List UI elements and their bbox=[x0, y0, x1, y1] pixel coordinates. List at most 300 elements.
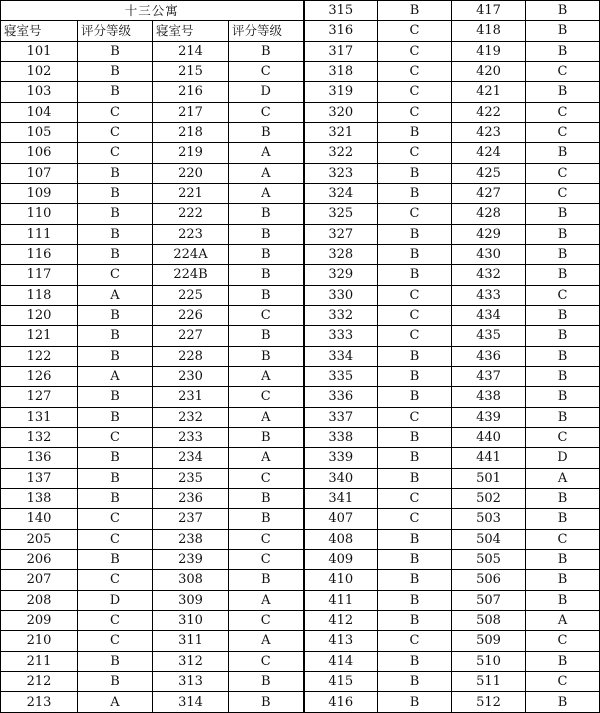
room-number-cell: 423 bbox=[452, 122, 526, 142]
room-number-cell: 422 bbox=[452, 102, 526, 122]
room-number-cell: 318 bbox=[304, 61, 378, 81]
rating-cell: B bbox=[78, 183, 153, 203]
room-number-cell: 433 bbox=[452, 285, 526, 305]
room-number-cell: 132 bbox=[1, 427, 78, 447]
rating-cell: B bbox=[378, 122, 452, 142]
rating-cell: C bbox=[229, 651, 304, 671]
room-number-cell: 437 bbox=[452, 366, 526, 386]
rating-cell: B bbox=[526, 549, 600, 569]
table-row bbox=[1, 305, 600, 325]
room-number-cell: 508 bbox=[452, 610, 526, 630]
rating-cell: B bbox=[78, 41, 153, 61]
rating-cell: C bbox=[526, 122, 600, 142]
room-number-cell: 333 bbox=[304, 326, 378, 346]
room-number-cell: 234 bbox=[153, 448, 229, 468]
rating-cell: B bbox=[526, 21, 600, 41]
room-number-cell: 325 bbox=[304, 204, 378, 224]
table-row bbox=[1, 407, 600, 427]
room-number-cell: 339 bbox=[304, 448, 378, 468]
table-row bbox=[1, 41, 600, 61]
header-room-number: 寝室号 bbox=[1, 21, 78, 41]
table-row bbox=[1, 590, 600, 610]
room-number-cell: 309 bbox=[153, 590, 229, 610]
rating-cell: B bbox=[378, 448, 452, 468]
rating-cell: D bbox=[78, 590, 153, 610]
room-number-cell: 440 bbox=[452, 427, 526, 447]
rating-cell: A bbox=[229, 163, 304, 183]
rating-cell: B bbox=[526, 366, 600, 386]
header-rating: 评分等级 bbox=[229, 21, 304, 41]
rating-cell: C bbox=[378, 407, 452, 427]
table-row bbox=[1, 529, 600, 549]
room-number-cell: 227 bbox=[153, 326, 229, 346]
rating-cell: B bbox=[78, 549, 153, 569]
rating-cell: B bbox=[378, 366, 452, 386]
rating-cell: B bbox=[526, 305, 600, 325]
rating-cell: B bbox=[378, 1, 452, 21]
rating-cell: B bbox=[78, 448, 153, 468]
table-row bbox=[1, 549, 600, 569]
room-number-cell: 417 bbox=[452, 1, 526, 21]
room-number-cell: 510 bbox=[452, 651, 526, 671]
table-row bbox=[1, 122, 600, 142]
room-number-cell: 206 bbox=[1, 549, 78, 569]
room-number-cell: 110 bbox=[1, 204, 78, 224]
room-number-cell: 209 bbox=[1, 610, 78, 630]
room-number-cell: 236 bbox=[153, 488, 229, 508]
header-row bbox=[1, 21, 600, 41]
table-row bbox=[1, 692, 600, 713]
table-row bbox=[1, 183, 600, 203]
table-row bbox=[1, 448, 600, 468]
room-number-cell: 321 bbox=[304, 122, 378, 142]
rating-cell: B bbox=[378, 427, 452, 447]
room-number-cell: 225 bbox=[153, 285, 229, 305]
rating-cell: B bbox=[526, 590, 600, 610]
rating-cell: B bbox=[378, 265, 452, 285]
room-number-cell: 210 bbox=[1, 631, 78, 651]
room-number-cell: 317 bbox=[304, 41, 378, 61]
rating-cell: C bbox=[378, 204, 452, 224]
room-number-cell: 408 bbox=[304, 529, 378, 549]
room-number-cell: 221 bbox=[153, 183, 229, 203]
room-number-cell: 505 bbox=[452, 549, 526, 569]
rating-cell: B bbox=[526, 346, 600, 366]
header-room-number: 寝室号 bbox=[153, 21, 229, 41]
rating-cell: D bbox=[526, 448, 600, 468]
room-number-cell: 138 bbox=[1, 488, 78, 508]
room-number-cell: 109 bbox=[1, 183, 78, 203]
room-number-cell: 334 bbox=[304, 346, 378, 366]
rating-cell: B bbox=[78, 488, 153, 508]
room-number-cell: 332 bbox=[304, 305, 378, 325]
table-row bbox=[1, 163, 600, 183]
room-number-cell: 414 bbox=[304, 651, 378, 671]
rating-cell: A bbox=[229, 448, 304, 468]
room-number-cell: 413 bbox=[304, 631, 378, 651]
rating-cell: B bbox=[378, 346, 452, 366]
room-number-cell: 216 bbox=[153, 82, 229, 102]
room-number-cell: 122 bbox=[1, 346, 78, 366]
room-number-cell: 120 bbox=[1, 305, 78, 325]
rating-cell: B bbox=[229, 509, 304, 529]
room-number-cell: 116 bbox=[1, 244, 78, 264]
room-number-cell: 507 bbox=[452, 590, 526, 610]
table-row bbox=[1, 651, 600, 671]
rating-cell: B bbox=[526, 204, 600, 224]
room-number-cell: 424 bbox=[452, 143, 526, 163]
header-rating: 评分等级 bbox=[78, 21, 153, 41]
rating-cell: C bbox=[378, 82, 452, 102]
rating-cell: B bbox=[526, 1, 600, 21]
rating-cell: C bbox=[526, 183, 600, 203]
rating-cell: C bbox=[526, 529, 600, 549]
rating-cell: B bbox=[229, 671, 304, 691]
room-number-cell: 341 bbox=[304, 488, 378, 508]
rating-cell: C bbox=[526, 163, 600, 183]
room-number-cell: 340 bbox=[304, 468, 378, 488]
room-number-cell: 329 bbox=[304, 265, 378, 285]
room-number-cell: 441 bbox=[452, 448, 526, 468]
rating-cell: B bbox=[378, 529, 452, 549]
room-number-cell: 322 bbox=[304, 143, 378, 163]
room-number-cell: 228 bbox=[153, 346, 229, 366]
room-number-cell: 315 bbox=[304, 1, 378, 21]
room-number-cell: 336 bbox=[304, 387, 378, 407]
rating-cell: C bbox=[378, 631, 452, 651]
rating-cell: B bbox=[78, 387, 153, 407]
room-number-cell: 438 bbox=[452, 387, 526, 407]
table-row bbox=[1, 610, 600, 630]
rating-cell: B bbox=[229, 41, 304, 61]
rating-cell: B bbox=[78, 468, 153, 488]
rating-cell: B bbox=[229, 346, 304, 366]
rating-cell: C bbox=[378, 305, 452, 325]
room-number-cell: 419 bbox=[452, 41, 526, 61]
rating-cell: C bbox=[229, 468, 304, 488]
room-number-cell: 107 bbox=[1, 163, 78, 183]
rating-cell: C bbox=[78, 265, 153, 285]
rating-cell: C bbox=[378, 61, 452, 81]
rating-cell: C bbox=[526, 61, 600, 81]
room-number-cell: 420 bbox=[452, 61, 526, 81]
room-number-cell: 501 bbox=[452, 468, 526, 488]
rating-cell: C bbox=[229, 549, 304, 569]
table-row bbox=[1, 346, 600, 366]
room-number-cell: 337 bbox=[304, 407, 378, 427]
room-number-cell: 103 bbox=[1, 82, 78, 102]
rating-cell: B bbox=[526, 509, 600, 529]
room-number-cell: 208 bbox=[1, 590, 78, 610]
rating-cell: C bbox=[378, 285, 452, 305]
table-row bbox=[1, 204, 600, 224]
rating-cell: B bbox=[378, 163, 452, 183]
rating-cell: C bbox=[378, 41, 452, 61]
rating-cell: B bbox=[229, 326, 304, 346]
rating-cell: B bbox=[78, 407, 153, 427]
room-number-cell: 223 bbox=[153, 224, 229, 244]
rating-cell: B bbox=[526, 387, 600, 407]
room-number-cell: 411 bbox=[304, 590, 378, 610]
room-number-cell: 230 bbox=[153, 366, 229, 386]
rating-cell: A bbox=[78, 285, 153, 305]
rating-cell: C bbox=[526, 631, 600, 651]
rating-cell: B bbox=[378, 224, 452, 244]
rating-cell: B bbox=[526, 143, 600, 163]
header-row bbox=[1, 1, 600, 21]
rating-cell: A bbox=[526, 468, 600, 488]
rating-cell: B bbox=[78, 82, 153, 102]
rating-cell: B bbox=[378, 590, 452, 610]
room-number-cell: 436 bbox=[452, 346, 526, 366]
room-number-cell: 319 bbox=[304, 82, 378, 102]
room-number-cell: 308 bbox=[153, 570, 229, 590]
rating-cell: A bbox=[229, 366, 304, 386]
room-number-cell: 425 bbox=[452, 163, 526, 183]
table-row bbox=[1, 61, 600, 81]
rating-cell: A bbox=[229, 143, 304, 163]
rating-cell: B bbox=[526, 326, 600, 346]
room-number-cell: 310 bbox=[153, 610, 229, 630]
room-number-cell: 418 bbox=[452, 21, 526, 41]
room-number-cell: 313 bbox=[153, 671, 229, 691]
rating-cell: A bbox=[229, 407, 304, 427]
room-number-cell: 126 bbox=[1, 366, 78, 386]
table-row bbox=[1, 671, 600, 691]
rating-cell: B bbox=[229, 122, 304, 142]
rating-cell: B bbox=[526, 265, 600, 285]
table-row bbox=[1, 82, 600, 102]
room-number-cell: 338 bbox=[304, 427, 378, 447]
room-number-cell: 427 bbox=[452, 183, 526, 203]
room-number-cell: 102 bbox=[1, 61, 78, 81]
rating-cell: B bbox=[229, 224, 304, 244]
rating-cell: B bbox=[229, 244, 304, 264]
rating-cell: B bbox=[78, 224, 153, 244]
room-number-cell: 238 bbox=[153, 529, 229, 549]
rating-cell: B bbox=[526, 570, 600, 590]
room-number-cell: 316 bbox=[304, 21, 378, 41]
room-number-cell: 312 bbox=[153, 651, 229, 671]
rating-cell: B bbox=[78, 305, 153, 325]
room-number-cell: 105 bbox=[1, 122, 78, 142]
rating-cell: B bbox=[229, 265, 304, 285]
rating-cell: B bbox=[78, 651, 153, 671]
rating-cell: B bbox=[229, 570, 304, 590]
rating-cell: B bbox=[378, 671, 452, 691]
rating-cell: C bbox=[78, 122, 153, 142]
rating-cell: A bbox=[229, 590, 304, 610]
room-number-cell: 511 bbox=[452, 671, 526, 691]
rating-cell: B bbox=[229, 692, 304, 713]
room-number-cell: 104 bbox=[1, 102, 78, 122]
rating-cell: B bbox=[78, 346, 153, 366]
room-number-cell: 101 bbox=[1, 41, 78, 61]
rating-cell: C bbox=[526, 102, 600, 122]
rating-cell: B bbox=[526, 651, 600, 671]
rating-cell: C bbox=[526, 427, 600, 447]
room-number-cell: 412 bbox=[304, 610, 378, 630]
room-number-cell: 335 bbox=[304, 366, 378, 386]
table-row bbox=[1, 224, 600, 244]
room-number-cell: 503 bbox=[452, 509, 526, 529]
room-number-cell: 215 bbox=[153, 61, 229, 81]
rating-cell: B bbox=[526, 407, 600, 427]
rating-cell: C bbox=[78, 509, 153, 529]
rating-cell: C bbox=[78, 610, 153, 630]
table-row bbox=[1, 285, 600, 305]
rating-cell: C bbox=[378, 21, 452, 41]
room-number-cell: 118 bbox=[1, 285, 78, 305]
rating-cell: A bbox=[78, 692, 153, 713]
room-number-cell: 439 bbox=[452, 407, 526, 427]
room-number-cell: 235 bbox=[153, 468, 229, 488]
room-number-cell: 407 bbox=[304, 509, 378, 529]
rating-cell: B bbox=[78, 163, 153, 183]
room-number-cell: 432 bbox=[452, 265, 526, 285]
rating-cell: B bbox=[378, 183, 452, 203]
rating-cell: B bbox=[526, 82, 600, 102]
room-number-cell: 232 bbox=[153, 407, 229, 427]
rating-cell: B bbox=[378, 610, 452, 630]
table-row bbox=[1, 244, 600, 264]
room-number-cell: 415 bbox=[304, 671, 378, 691]
rating-cell: B bbox=[78, 671, 153, 691]
rating-cell: C bbox=[526, 285, 600, 305]
table-row bbox=[1, 488, 600, 508]
table-body bbox=[1, 1, 600, 713]
rating-cell: B bbox=[229, 488, 304, 508]
rating-cell: C bbox=[229, 387, 304, 407]
rating-cell: B bbox=[78, 61, 153, 81]
room-number-cell: 237 bbox=[153, 509, 229, 529]
rating-cell: C bbox=[78, 570, 153, 590]
room-number-cell: 512 bbox=[452, 692, 526, 713]
room-number-cell: 222 bbox=[153, 204, 229, 224]
room-number-cell: 233 bbox=[153, 427, 229, 447]
room-number-cell: 324 bbox=[304, 183, 378, 203]
rating-cell: B bbox=[229, 285, 304, 305]
rating-cell: A bbox=[526, 610, 600, 630]
room-number-cell: 410 bbox=[304, 570, 378, 590]
room-number-cell: 509 bbox=[452, 631, 526, 651]
room-number-cell: 220 bbox=[153, 163, 229, 183]
room-number-cell: 504 bbox=[452, 529, 526, 549]
rating-cell: B bbox=[526, 224, 600, 244]
table-row bbox=[1, 509, 600, 529]
table-row bbox=[1, 143, 600, 163]
room-number-cell: 323 bbox=[304, 163, 378, 183]
rating-cell: C bbox=[78, 631, 153, 651]
room-number-cell: 428 bbox=[452, 204, 526, 224]
rating-cell: B bbox=[229, 204, 304, 224]
rating-cell: C bbox=[78, 529, 153, 549]
rating-cell: C bbox=[378, 326, 452, 346]
rating-cell: D bbox=[229, 82, 304, 102]
rating-cell: C bbox=[378, 143, 452, 163]
room-number-cell: 226 bbox=[153, 305, 229, 325]
rating-cell: A bbox=[229, 183, 304, 203]
rating-cell: B bbox=[526, 488, 600, 508]
room-number-cell: 205 bbox=[1, 529, 78, 549]
room-number-cell: 224A bbox=[153, 244, 229, 264]
room-number-cell: 330 bbox=[304, 285, 378, 305]
rating-cell: B bbox=[378, 549, 452, 569]
rating-cell: C bbox=[378, 488, 452, 508]
rating-cell: B bbox=[378, 570, 452, 590]
rating-cell: B bbox=[229, 427, 304, 447]
room-number-cell: 320 bbox=[304, 102, 378, 122]
room-number-cell: 434 bbox=[452, 305, 526, 325]
table-row bbox=[1, 387, 600, 407]
room-number-cell: 140 bbox=[1, 509, 78, 529]
room-number-cell: 327 bbox=[304, 224, 378, 244]
table-row bbox=[1, 570, 600, 590]
room-number-cell: 502 bbox=[452, 488, 526, 508]
rating-cell: B bbox=[78, 204, 153, 224]
rating-cell: B bbox=[78, 244, 153, 264]
room-number-cell: 430 bbox=[452, 244, 526, 264]
rating-cell: C bbox=[229, 529, 304, 549]
room-number-cell: 311 bbox=[153, 631, 229, 651]
rating-cell: B bbox=[378, 651, 452, 671]
room-number-cell: 314 bbox=[153, 692, 229, 713]
room-number-cell: 231 bbox=[153, 387, 229, 407]
rating-cell: C bbox=[78, 143, 153, 163]
room-number-cell: 212 bbox=[1, 671, 78, 691]
room-number-cell: 137 bbox=[1, 468, 78, 488]
rating-cell: B bbox=[378, 692, 452, 713]
table-row bbox=[1, 468, 600, 488]
rating-cell: B bbox=[378, 387, 452, 407]
room-number-cell: 409 bbox=[304, 549, 378, 569]
room-number-cell: 328 bbox=[304, 244, 378, 264]
rating-cell: C bbox=[78, 102, 153, 122]
table-title: 十三公寓 bbox=[1, 1, 304, 21]
room-number-cell: 429 bbox=[452, 224, 526, 244]
table-row bbox=[1, 631, 600, 651]
room-number-cell: 211 bbox=[1, 651, 78, 671]
rating-cell: C bbox=[229, 305, 304, 325]
table-row bbox=[1, 265, 600, 285]
rating-cell: B bbox=[78, 326, 153, 346]
room-number-cell: 214 bbox=[153, 41, 229, 61]
table-row bbox=[1, 326, 600, 346]
table-row bbox=[1, 366, 600, 386]
rating-cell: B bbox=[526, 692, 600, 713]
room-number-cell: 207 bbox=[1, 570, 78, 590]
room-number-cell: 127 bbox=[1, 387, 78, 407]
room-number-cell: 121 bbox=[1, 326, 78, 346]
rating-cell: C bbox=[378, 509, 452, 529]
room-number-cell: 131 bbox=[1, 407, 78, 427]
rating-cell: B bbox=[526, 244, 600, 264]
room-number-cell: 117 bbox=[1, 265, 78, 285]
table-row bbox=[1, 102, 600, 122]
room-number-cell: 136 bbox=[1, 448, 78, 468]
room-number-cell: 224B bbox=[153, 265, 229, 285]
room-number-cell: 416 bbox=[304, 692, 378, 713]
room-number-cell: 111 bbox=[1, 224, 78, 244]
rating-cell: A bbox=[78, 366, 153, 386]
room-number-cell: 217 bbox=[153, 102, 229, 122]
rating-cell: B bbox=[378, 468, 452, 488]
rating-cell: C bbox=[526, 671, 600, 691]
rating-cell: C bbox=[229, 61, 304, 81]
room-number-cell: 239 bbox=[153, 549, 229, 569]
rating-cell: C bbox=[229, 610, 304, 630]
room-number-cell: 435 bbox=[452, 326, 526, 346]
